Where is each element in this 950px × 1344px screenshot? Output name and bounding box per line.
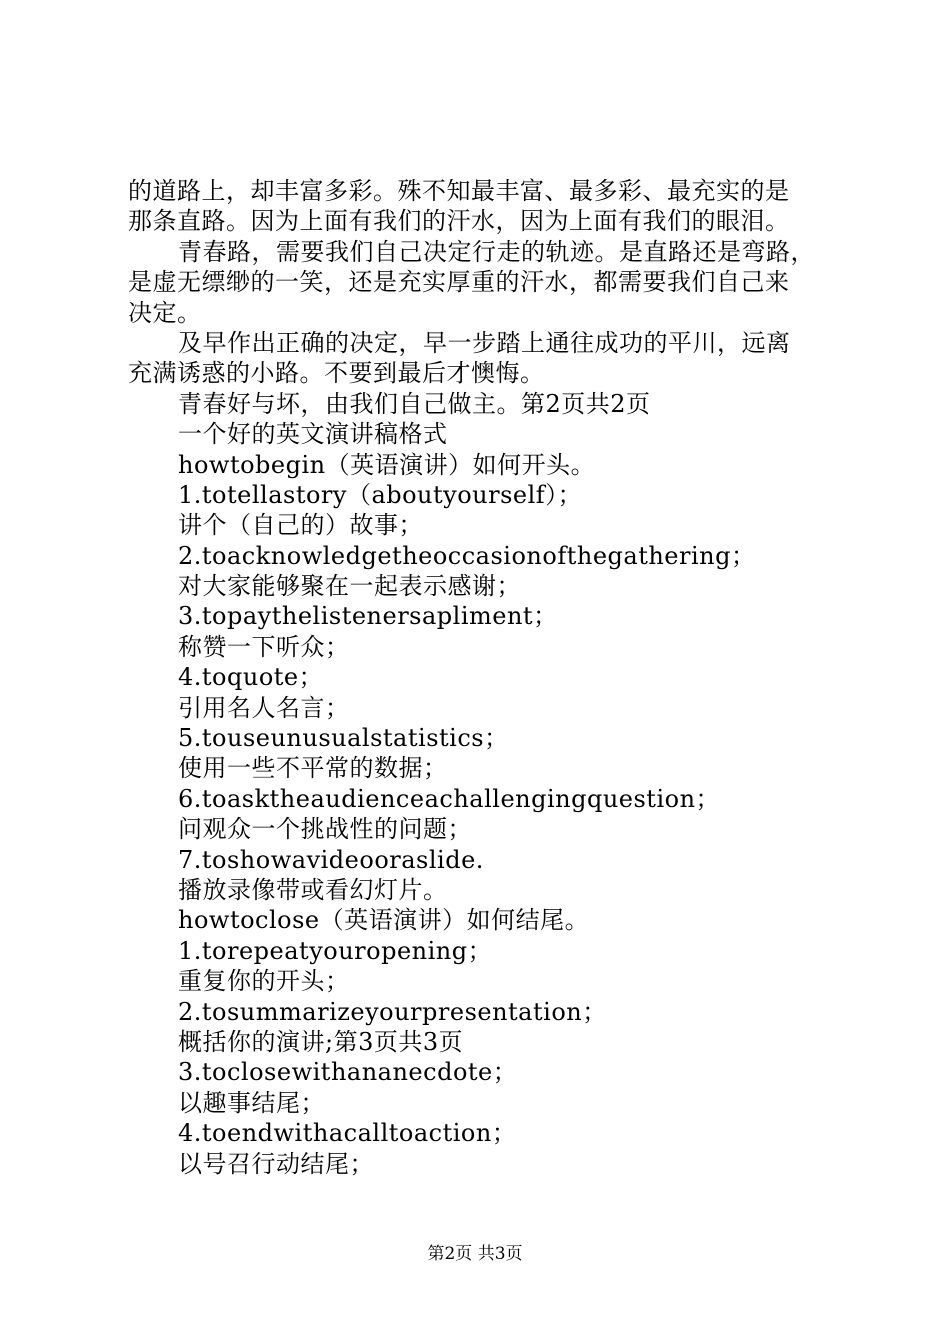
list-item: 1.totellastory（aboutyourself）； [178, 480, 583, 509]
list-item-translation: 称赞一下听众； [178, 632, 350, 661]
subheading: howtobegin（英语演讲）如何开头。 [178, 450, 596, 479]
document-body [128, 176, 838, 1179]
list-item: 3.toclosewithananecdote； [178, 1058, 518, 1087]
text-line: 充满诱惑的小路。不要到最后才懊悔。 [128, 359, 545, 388]
list-item: 4.toquote； [178, 663, 324, 692]
text-line: 青春好与坏，由我们自己做主。第2页共2页 [178, 389, 651, 418]
list-item: 5.touseunusualstatistics； [178, 724, 509, 753]
text-line: 是虚无缥缈的一笑，还是充实厚重的汗水，都需要我们自己来 [128, 268, 790, 297]
list-item-translation: 概括你的演讲;第3页共3页 [178, 1027, 464, 1056]
list-item-translation: 对大家能够聚在一起表示感谢； [178, 572, 521, 601]
text-line: 决定。 [128, 298, 202, 327]
list-item: 2.toacknowledgetheoccasionofthegathering； [178, 541, 756, 570]
subheading: howtoclose（英语演讲）如何结尾。 [178, 906, 590, 935]
text-line: 及早作出正确的决定，早一步踏上通往成功的平川，远离 [178, 328, 791, 357]
list-item: 4.toendwithacalltoaction； [178, 1119, 517, 1148]
list-item-translation: 以趣事结尾； [178, 1088, 325, 1117]
list-item-translation: 问观众一个挑战性的问题； [178, 815, 472, 844]
list-item: 3.topaythelistenersapliment； [178, 602, 558, 631]
list-item-translation: 以号召行动结尾； [178, 1149, 374, 1178]
list-item-translation: 使用一些不平常的数据； [178, 754, 448, 783]
text-line: 的道路上，却丰富多彩。殊不知最丰富、最多彩、最充实的是 [128, 177, 790, 205]
text-line: 青春路，需要我们自己决定行走的轨迹。是直路还是弯路， [178, 237, 815, 266]
list-item-translation: 讲个（自己的）故事； [178, 511, 423, 540]
list-item-translation: 引用名人名言； [178, 693, 350, 722]
list-item: 1.torepeatyouropening； [178, 936, 493, 965]
list-item: 6.toasktheaudienceachallengingquestion； [178, 784, 721, 813]
text-line: 那条直路。因为上面有我们的汗水，因为上面有我们的眼泪。 [128, 207, 790, 236]
section-heading: 一个好的英文演讲稿格式 [178, 420, 448, 449]
list-item-translation: 重复你的开头； [178, 967, 350, 996]
list-item: 7.toshowavideooraslide. [178, 845, 484, 874]
list-item-translation: 播放录像带或看幻灯片。 [178, 875, 448, 904]
list-item: 2.tosummarizeyourpresentation； [178, 997, 607, 1026]
page-number-footer: 第2页 共3页 [427, 1244, 523, 1264]
